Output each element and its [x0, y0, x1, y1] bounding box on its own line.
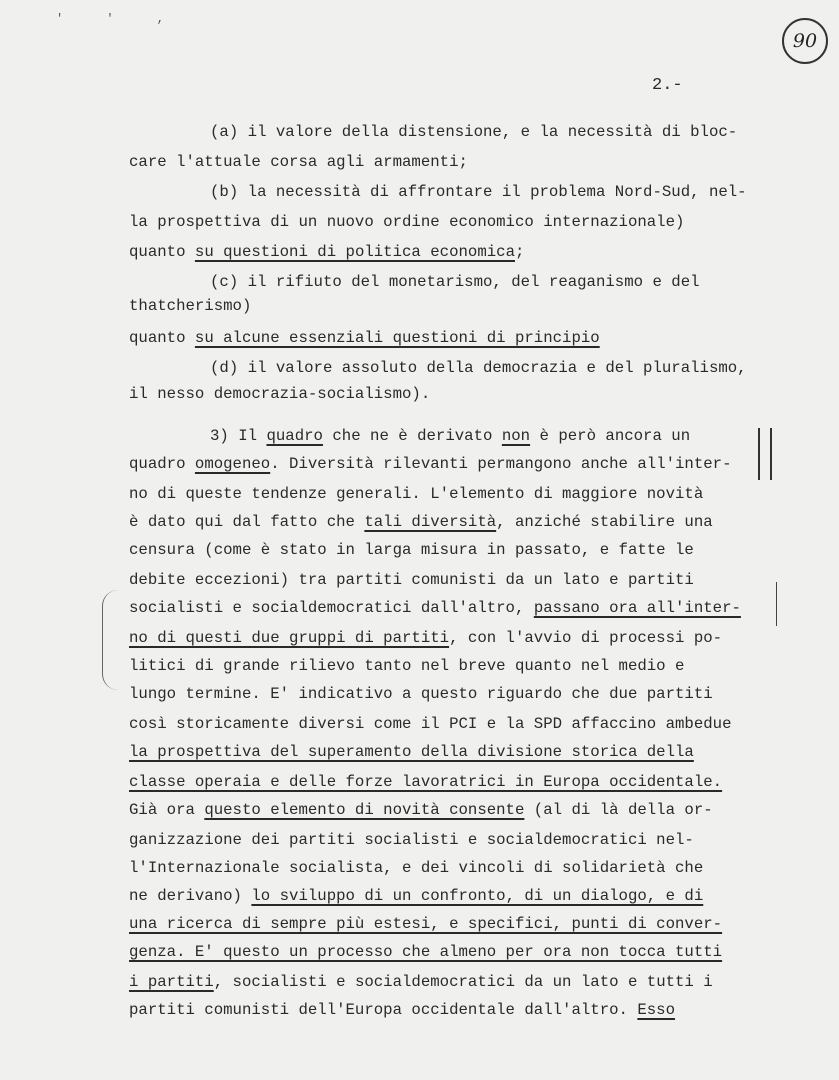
folio-stamp: 90	[782, 18, 828, 64]
text-line: i partiti, socialisti e socialdemocratici da un lato e tutti i	[129, 973, 713, 991]
text-line: partiti comunisti dell'Europa occidentale dall'altro. Esso	[129, 1001, 676, 1019]
text-line: no di queste tendenze generali. L'elemento di maggiore novità	[129, 485, 704, 503]
text-line: ne derivano) lo sviluppo di un confronto, di un dialogo, e di	[129, 887, 704, 905]
text-line: una ricerca di sempre più estesi, e specifici, punti di conver-	[129, 915, 723, 933]
text-line: il nesso democrazia-socialismo).	[129, 385, 431, 403]
text-line: (c) il rifiuto del monetarismo, del reaganismo e del	[210, 273, 700, 291]
margin-mark-double	[758, 428, 772, 480]
text-line: censura (come è stato in larga misura in passato, e fatte le	[129, 541, 694, 559]
text-line: socialisti e socialdemocratici dall'altro, passano ora all'inter-	[129, 599, 741, 617]
text-line: 3) Il quadro che ne è derivato non è però ancora un	[210, 427, 691, 445]
text-line: la prospettiva di un nuovo ordine economico internazionale)	[129, 213, 685, 231]
text-line: lungo termine. E' indicativo a questo riguardo che due partiti	[129, 685, 713, 703]
text-line: (d) il valore assoluto della democrazia e del pluralismo,	[210, 359, 747, 377]
margin-mark-single	[776, 582, 777, 626]
text-line: l'Internazionale socialista, e dei vincoli di solidarietà che	[129, 859, 704, 877]
text-line: la prospettiva del superamento della divisione storica della	[129, 743, 694, 761]
text-line: è dato qui dal fatto che tali diversità, anziché stabilire una	[129, 513, 713, 531]
text-line: quadro omogeneo. Diversità rilevanti permangono anche all'inter-	[129, 455, 732, 473]
text-line: Già ora questo elemento di novità consente (al di là della or-	[129, 801, 713, 819]
page-number: 2.-	[652, 76, 683, 95]
text-line: genza. E' questo un processo che almeno per ora non tocca tutti	[129, 943, 723, 961]
text-line: litici di grande rilievo tanto nel breve quanto nel medio e	[129, 657, 685, 675]
text-line: care l'attuale corsa agli armamenti;	[129, 153, 468, 171]
text-line: quanto su questioni di politica economica;	[129, 243, 525, 261]
text-line: thatcherismo)	[129, 297, 252, 315]
text-line: (b) la necessità di affrontare il problema Nord-Sud, nel-	[210, 183, 747, 201]
text-line: classe operaia e delle forze lavoratrici in Europa occidentale.	[129, 773, 723, 791]
text-line: debite eccezioni) tra partiti comunisti da un lato e partiti	[129, 571, 694, 589]
text-line: così storicamente diversi come il PCI e la SPD affaccino ambedue	[129, 715, 732, 733]
text-line: (a) il valore della distensione, e la necessità di bloc-	[210, 123, 738, 141]
text-line: ganizzazione dei partiti socialisti e socialdemocratici nel-	[129, 831, 694, 849]
corner-marks: ' ' ,	[56, 12, 183, 26]
text-line: quanto su alcune essenziali questioni di principio	[129, 329, 600, 347]
text-line: no di questi due gruppi di partiti, con l'avvio di processi po-	[129, 629, 723, 647]
margin-bracket-left	[102, 590, 119, 690]
